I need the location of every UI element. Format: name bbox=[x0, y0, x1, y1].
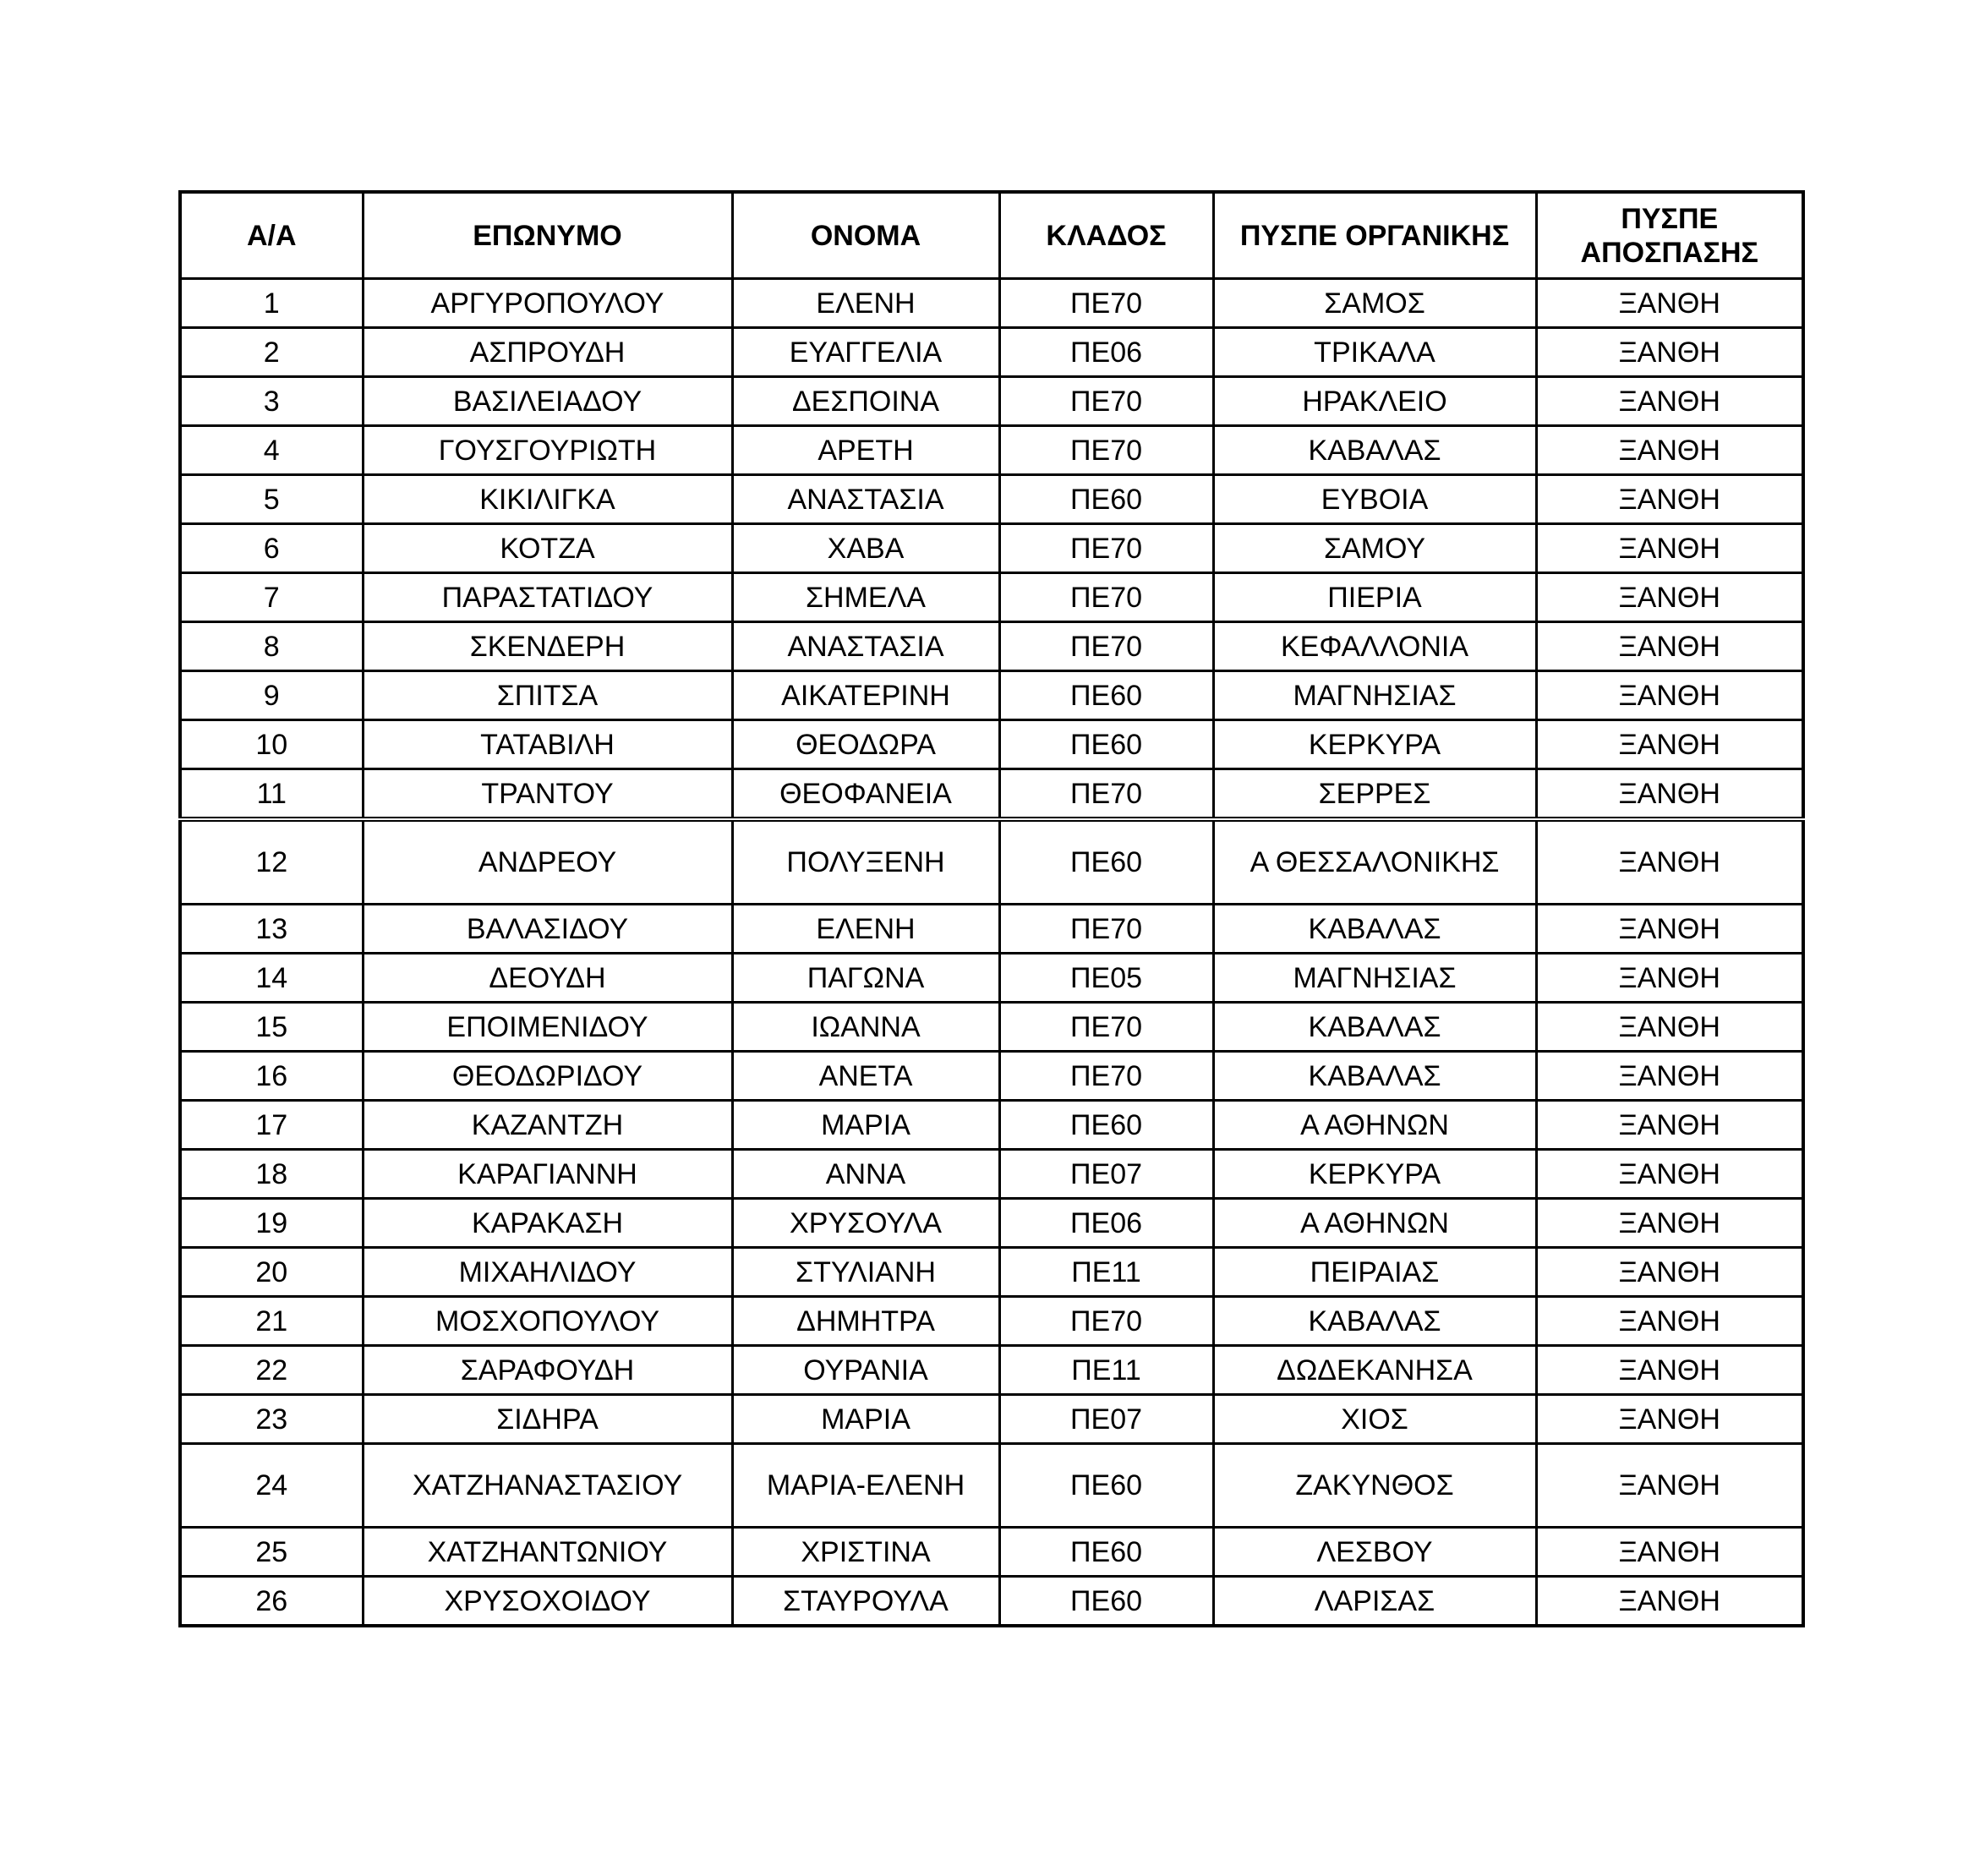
cell-branch: ΠΕ11 bbox=[999, 1346, 1213, 1395]
cell-organic-pyspe: ΜΑΓΝΗΣΙΑΣ bbox=[1213, 954, 1536, 1003]
cell-branch: ΠΕ70 bbox=[999, 524, 1213, 573]
cell-secondment-pyspe: ΞΑΝΘΗ bbox=[1536, 1101, 1803, 1150]
table-row bbox=[180, 328, 1803, 377]
cell-surname: ΒΑΣΙΛΕΙΑΔΟΥ bbox=[363, 377, 732, 426]
cell-aa: 11 bbox=[180, 769, 363, 820]
table-row bbox=[180, 279, 1803, 328]
cell-secondment-pyspe: ΞΑΝΘΗ bbox=[1536, 573, 1803, 622]
cell-organic-pyspe: ΚΑΒΑΛΑΣ bbox=[1213, 905, 1536, 954]
cell-organic-pyspe: ΠΙΕΡΙΑ bbox=[1213, 573, 1536, 622]
cell-secondment-pyspe: ΞΑΝΘΗ bbox=[1536, 426, 1803, 475]
cell-secondment-pyspe: ΞΑΝΘΗ bbox=[1536, 1577, 1803, 1627]
cell-name: ΘΕΟΔΩΡΑ bbox=[732, 720, 999, 769]
cell-branch: ΠΕ06 bbox=[999, 328, 1213, 377]
cell-aa: 23 bbox=[180, 1395, 363, 1444]
cell-surname: ΣΑΡΑΦΟΥΔΗ bbox=[363, 1346, 732, 1395]
cell-name: ΟΥΡΑΝΙΑ bbox=[732, 1346, 999, 1395]
table-row bbox=[180, 1101, 1803, 1150]
cell-branch: ΠΕ60 bbox=[999, 720, 1213, 769]
cell-name: ΑΝΝΑ bbox=[732, 1150, 999, 1199]
cell-secondment-pyspe: ΞΑΝΘΗ bbox=[1536, 671, 1803, 720]
cell-organic-pyspe: ΣΑΜΟΥ bbox=[1213, 524, 1536, 573]
cell-surname: ΧΑΤΖΗΑΝΤΩΝΙΟΥ bbox=[363, 1528, 732, 1577]
table-row bbox=[180, 671, 1803, 720]
table-row bbox=[180, 720, 1803, 769]
cell-name: ΣΗΜΕΛΑ bbox=[732, 573, 999, 622]
cell-branch: ΠΕ70 bbox=[999, 622, 1213, 671]
header-organic-pyspe: ΠΥΣΠΕ ΟΡΓΑΝΙΚΗΣ bbox=[1213, 192, 1536, 279]
cell-branch: ΠΕ70 bbox=[999, 1052, 1213, 1101]
cell-surname: ΑΡΓΥΡΟΠΟΥΛΟΥ bbox=[363, 279, 732, 328]
cell-surname: ΣΙΔΗΡΑ bbox=[363, 1395, 732, 1444]
cell-aa: 6 bbox=[180, 524, 363, 573]
cell-aa: 9 bbox=[180, 671, 363, 720]
cell-secondment-pyspe: ΞΑΝΘΗ bbox=[1536, 819, 1803, 905]
cell-surname: ΠΑΡΑΣΤΑΤΙΔΟΥ bbox=[363, 573, 732, 622]
cell-surname: ΣΠΙΤΣΑ bbox=[363, 671, 732, 720]
secondment-table bbox=[178, 190, 1805, 1627]
cell-organic-pyspe: ΣΑΜΟΣ bbox=[1213, 279, 1536, 328]
cell-aa: 19 bbox=[180, 1199, 363, 1248]
cell-aa: 22 bbox=[180, 1346, 363, 1395]
cell-branch: ΠΕ70 bbox=[999, 905, 1213, 954]
cell-secondment-pyspe: ΞΑΝΘΗ bbox=[1536, 622, 1803, 671]
cell-surname: ΑΝΔΡΕΟΥ bbox=[363, 819, 732, 905]
cell-branch: ΠΕ60 bbox=[999, 475, 1213, 524]
table-row bbox=[180, 377, 1803, 426]
cell-branch: ΠΕ05 bbox=[999, 954, 1213, 1003]
table-row bbox=[180, 622, 1803, 671]
cell-aa: 13 bbox=[180, 905, 363, 954]
cell-name: ΑΡΕΤΗ bbox=[732, 426, 999, 475]
cell-aa: 14 bbox=[180, 954, 363, 1003]
cell-branch: ΠΕ11 bbox=[999, 1248, 1213, 1297]
table-row bbox=[180, 769, 1803, 820]
table-row bbox=[180, 573, 1803, 622]
cell-aa: 8 bbox=[180, 622, 363, 671]
cell-surname: ΘΕΟΔΩΡΙΔΟΥ bbox=[363, 1052, 732, 1101]
cell-aa: 24 bbox=[180, 1444, 363, 1528]
cell-secondment-pyspe: ΞΑΝΘΗ bbox=[1536, 720, 1803, 769]
cell-surname: ΣΚΕΝΔΕΡΗ bbox=[363, 622, 732, 671]
cell-surname: ΚΙΚΙΛΙΓΚΑ bbox=[363, 475, 732, 524]
cell-organic-pyspe: ΚΑΒΑΛΑΣ bbox=[1213, 426, 1536, 475]
table-row bbox=[180, 1577, 1803, 1627]
table-row bbox=[180, 1150, 1803, 1199]
cell-organic-pyspe: ΖΑΚΥΝΘΟΣ bbox=[1213, 1444, 1536, 1528]
cell-organic-pyspe: Α ΘΕΣΣΑΛΟΝΙΚΗΣ bbox=[1213, 819, 1536, 905]
cell-surname: ΜΟΣΧΟΠΟΥΛΟΥ bbox=[363, 1297, 732, 1346]
cell-branch: ΠΕ70 bbox=[999, 573, 1213, 622]
secondment-table-container bbox=[178, 190, 1805, 1627]
cell-secondment-pyspe: ΞΑΝΘΗ bbox=[1536, 1297, 1803, 1346]
cell-aa: 18 bbox=[180, 1150, 363, 1199]
table-row bbox=[180, 426, 1803, 475]
cell-surname: ΚΑΖΑΝΤΖΗ bbox=[363, 1101, 732, 1150]
cell-name: ΑΝΕΤΑ bbox=[732, 1052, 999, 1101]
table-header-row bbox=[180, 192, 1803, 279]
cell-name: ΜΑΡΙΑ-ΕΛΕΝΗ bbox=[732, 1444, 999, 1528]
cell-surname: ΜΙΧΑΗΛΙΔΟΥ bbox=[363, 1248, 732, 1297]
cell-organic-pyspe: ΚΕΦΑΛΛΟΝΙΑ bbox=[1213, 622, 1536, 671]
table-row bbox=[180, 905, 1803, 954]
cell-aa: 16 bbox=[180, 1052, 363, 1101]
cell-organic-pyspe: ΚΕΡΚΥΡΑ bbox=[1213, 1150, 1536, 1199]
table-row bbox=[180, 1199, 1803, 1248]
cell-organic-pyspe: ΕΥΒΟΙΑ bbox=[1213, 475, 1536, 524]
cell-branch: ΠΕ60 bbox=[999, 819, 1213, 905]
table-row bbox=[180, 954, 1803, 1003]
header-surname: ΕΠΩΝΥΜΟ bbox=[363, 192, 732, 279]
cell-name: ΜΑΡΙΑ bbox=[732, 1101, 999, 1150]
cell-aa: 25 bbox=[180, 1528, 363, 1577]
cell-surname: ΑΣΠΡΟΥΔΗ bbox=[363, 328, 732, 377]
cell-secondment-pyspe: ΞΑΝΘΗ bbox=[1536, 1150, 1803, 1199]
cell-name: ΑΝΑΣΤΑΣΙΑ bbox=[732, 475, 999, 524]
cell-branch: ΠΕ07 bbox=[999, 1395, 1213, 1444]
table-row bbox=[180, 819, 1803, 905]
cell-branch: ΠΕ07 bbox=[999, 1150, 1213, 1199]
cell-aa: 15 bbox=[180, 1003, 363, 1052]
cell-branch: ΠΕ60 bbox=[999, 1528, 1213, 1577]
cell-branch: ΠΕ60 bbox=[999, 671, 1213, 720]
cell-organic-pyspe: ΗΡΑΚΛΕΙΟ bbox=[1213, 377, 1536, 426]
table-row bbox=[180, 1248, 1803, 1297]
cell-aa: 3 bbox=[180, 377, 363, 426]
cell-name: ΕΛΕΝΗ bbox=[732, 905, 999, 954]
cell-name: ΕΛΕΝΗ bbox=[732, 279, 999, 328]
cell-secondment-pyspe: ΞΑΝΘΗ bbox=[1536, 1346, 1803, 1395]
cell-secondment-pyspe: ΞΑΝΘΗ bbox=[1536, 377, 1803, 426]
cell-secondment-pyspe: ΞΑΝΘΗ bbox=[1536, 769, 1803, 820]
cell-organic-pyspe: ΚΑΒΑΛΑΣ bbox=[1213, 1052, 1536, 1101]
cell-secondment-pyspe: ΞΑΝΘΗ bbox=[1536, 1199, 1803, 1248]
cell-aa: 10 bbox=[180, 720, 363, 769]
cell-organic-pyspe: ΛΑΡΙΣΑΣ bbox=[1213, 1577, 1536, 1627]
cell-surname: ΚΑΡΑΚΑΣΗ bbox=[363, 1199, 732, 1248]
header-name: ΟΝΟΜΑ bbox=[732, 192, 999, 279]
cell-aa: 21 bbox=[180, 1297, 363, 1346]
table-row bbox=[180, 1528, 1803, 1577]
cell-branch: ΠΕ70 bbox=[999, 769, 1213, 820]
cell-surname: ΓΟΥΣΓΟΥΡΙΩΤΗ bbox=[363, 426, 732, 475]
cell-name: ΔΗΜΗΤΡΑ bbox=[732, 1297, 999, 1346]
cell-organic-pyspe: ΤΡΙΚΑΛΑ bbox=[1213, 328, 1536, 377]
cell-secondment-pyspe: ΞΑΝΘΗ bbox=[1536, 1528, 1803, 1577]
cell-name: ΠΟΛΥΞΕΝΗ bbox=[732, 819, 999, 905]
cell-branch: ΠΕ70 bbox=[999, 279, 1213, 328]
header-branch: ΚΛΑΔΟΣ bbox=[999, 192, 1213, 279]
cell-name: ΔΕΣΠΟΙΝΑ bbox=[732, 377, 999, 426]
table-row bbox=[180, 1003, 1803, 1052]
cell-branch: ΠΕ60 bbox=[999, 1444, 1213, 1528]
cell-aa: 2 bbox=[180, 328, 363, 377]
cell-aa: 26 bbox=[180, 1577, 363, 1627]
cell-branch: ΠΕ60 bbox=[999, 1577, 1213, 1627]
cell-name: ΣΤΑΥΡΟΥΛΑ bbox=[732, 1577, 999, 1627]
cell-name: ΙΩΑΝΝΑ bbox=[732, 1003, 999, 1052]
cell-name: ΧΡΙΣΤΙΝΑ bbox=[732, 1528, 999, 1577]
cell-organic-pyspe: ΔΩΔΕΚΑΝΗΣΑ bbox=[1213, 1346, 1536, 1395]
cell-name: ΧΡΥΣΟΥΛΑ bbox=[732, 1199, 999, 1248]
cell-aa: 1 bbox=[180, 279, 363, 328]
table-row bbox=[180, 1444, 1803, 1528]
cell-aa: 5 bbox=[180, 475, 363, 524]
cell-surname: ΒΑΛΑΣΙΔΟΥ bbox=[363, 905, 732, 954]
cell-organic-pyspe: ΚΕΡΚΥΡΑ bbox=[1213, 720, 1536, 769]
cell-organic-pyspe: Α ΑΘΗΝΩΝ bbox=[1213, 1199, 1536, 1248]
cell-secondment-pyspe: ΞΑΝΘΗ bbox=[1536, 1248, 1803, 1297]
cell-branch: ΠΕ70 bbox=[999, 377, 1213, 426]
cell-name: ΜΑΡΙΑ bbox=[732, 1395, 999, 1444]
cell-name: ΧΑΒΑ bbox=[732, 524, 999, 573]
table-row bbox=[180, 524, 1803, 573]
cell-secondment-pyspe: ΞΑΝΘΗ bbox=[1536, 1052, 1803, 1101]
cell-name: ΣΤΥΛΙΑΝΗ bbox=[732, 1248, 999, 1297]
cell-name: ΠΑΓΩΝΑ bbox=[732, 954, 999, 1003]
cell-branch: ΠΕ60 bbox=[999, 1101, 1213, 1150]
cell-branch: ΠΕ70 bbox=[999, 1297, 1213, 1346]
cell-secondment-pyspe: ΞΑΝΘΗ bbox=[1536, 279, 1803, 328]
cell-name: ΘΕΟΦΑΝΕΙΑ bbox=[732, 769, 999, 820]
cell-surname: ΔΕΟΥΔΗ bbox=[363, 954, 732, 1003]
cell-aa: 12 bbox=[180, 819, 363, 905]
cell-secondment-pyspe: ΞΑΝΘΗ bbox=[1536, 475, 1803, 524]
cell-surname: ΤΑΤΑΒΙΛΗ bbox=[363, 720, 732, 769]
cell-branch: ΠΕ06 bbox=[999, 1199, 1213, 1248]
cell-organic-pyspe: ΣΕΡΡΕΣ bbox=[1213, 769, 1536, 820]
table-body bbox=[180, 279, 1803, 1627]
cell-branch: ΠΕ70 bbox=[999, 426, 1213, 475]
cell-surname: ΕΠΟΙΜΕΝΙΔΟΥ bbox=[363, 1003, 732, 1052]
cell-aa: 7 bbox=[180, 573, 363, 622]
cell-name: ΑΙΚΑΤΕΡΙΝΗ bbox=[732, 671, 999, 720]
cell-organic-pyspe: ΚΑΒΑΛΑΣ bbox=[1213, 1297, 1536, 1346]
cell-secondment-pyspe: ΞΑΝΘΗ bbox=[1536, 1003, 1803, 1052]
cell-organic-pyspe: ΚΑΒΑΛΑΣ bbox=[1213, 1003, 1536, 1052]
cell-secondment-pyspe: ΞΑΝΘΗ bbox=[1536, 905, 1803, 954]
cell-name: ΕΥΑΓΓΕΛΙΑ bbox=[732, 328, 999, 377]
cell-secondment-pyspe: ΞΑΝΘΗ bbox=[1536, 954, 1803, 1003]
cell-aa: 4 bbox=[180, 426, 363, 475]
cell-surname: ΧΑΤΖΗΑΝΑΣΤΑΣΙΟΥ bbox=[363, 1444, 732, 1528]
cell-surname: ΚΑΡΑΓΙΑΝΝΗ bbox=[363, 1150, 732, 1199]
table-row bbox=[180, 1297, 1803, 1346]
cell-name: ΑΝΑΣΤΑΣΙΑ bbox=[732, 622, 999, 671]
cell-surname: ΚΟΤΖΑ bbox=[363, 524, 732, 573]
cell-aa: 20 bbox=[180, 1248, 363, 1297]
cell-secondment-pyspe: ΞΑΝΘΗ bbox=[1536, 1395, 1803, 1444]
cell-secondment-pyspe: ΞΑΝΘΗ bbox=[1536, 524, 1803, 573]
cell-organic-pyspe: ΜΑΓΝΗΣΙΑΣ bbox=[1213, 671, 1536, 720]
cell-secondment-pyspe: ΞΑΝΘΗ bbox=[1536, 1444, 1803, 1528]
cell-organic-pyspe: ΛΕΣΒΟΥ bbox=[1213, 1528, 1536, 1577]
cell-organic-pyspe: ΠΕΙΡΑΙΑΣ bbox=[1213, 1248, 1536, 1297]
cell-aa: 17 bbox=[180, 1101, 363, 1150]
header-secondment-pyspe: ΠΥΣΠΕ ΑΠΟΣΠΑΣΗΣ bbox=[1536, 192, 1803, 279]
table-row bbox=[180, 475, 1803, 524]
cell-organic-pyspe: ΧΙΟΣ bbox=[1213, 1395, 1536, 1444]
header-aa: Α/Α bbox=[180, 192, 363, 279]
cell-organic-pyspe: Α ΑΘΗΝΩΝ bbox=[1213, 1101, 1536, 1150]
table-row bbox=[180, 1346, 1803, 1395]
cell-branch: ΠΕ70 bbox=[999, 1003, 1213, 1052]
table-row bbox=[180, 1052, 1803, 1101]
cell-secondment-pyspe: ΞΑΝΘΗ bbox=[1536, 328, 1803, 377]
cell-surname: ΤΡΑΝΤΟΥ bbox=[363, 769, 732, 820]
table-row bbox=[180, 1395, 1803, 1444]
cell-surname: ΧΡΥΣΟΧΟΙΔΟΥ bbox=[363, 1577, 732, 1627]
